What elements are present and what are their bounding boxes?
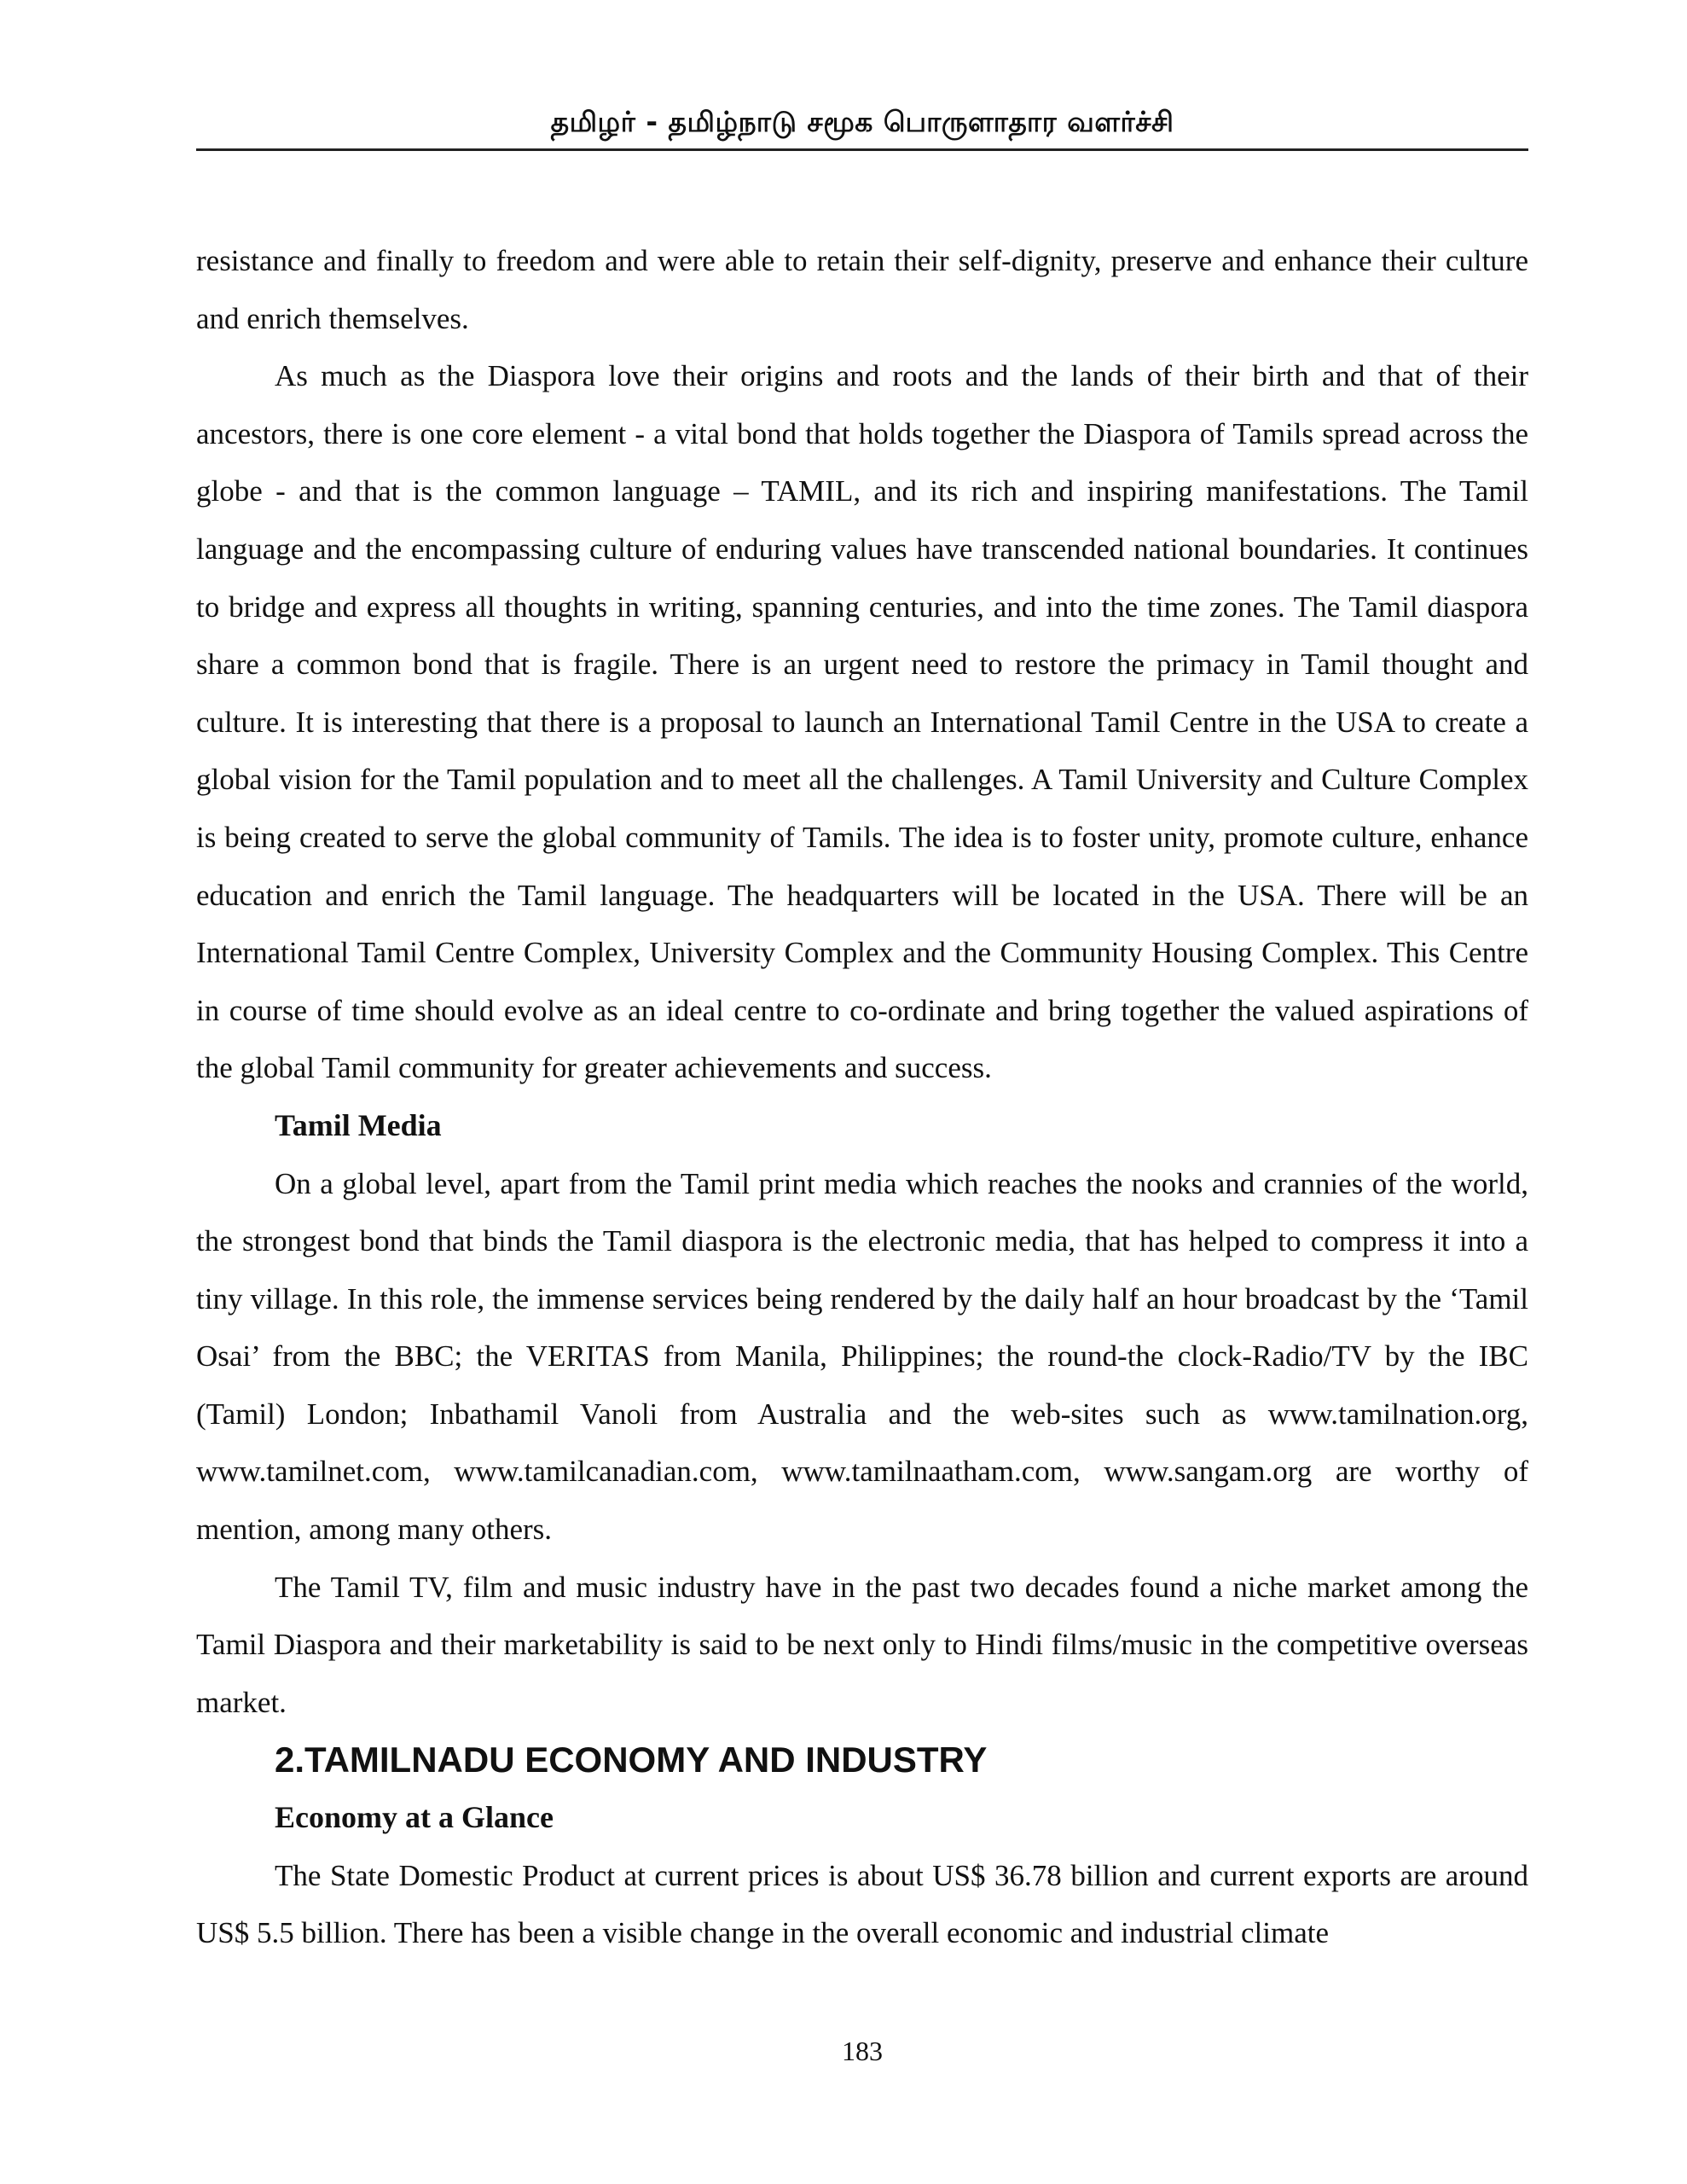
subheading-economy-glance: Economy at a Glance	[275, 1800, 554, 1835]
paragraph-film-music-industry: The Tamil TV, film and music industry have in the past two decades found a niche market among the Tamil Diaspora and their marketability is said to be next only to Hindi films/music in the competitive overseas market.	[196, 1570, 1528, 1719]
header-rule	[196, 148, 1528, 151]
paragraph-electronic-media: On a global level, apart from the Tamil print media which reaches the nooks and crannies of the world, the strongest bond that binds the Tamil diaspora is the electronic media, that has helped to compress it into a tiny village. In this role, the immense services being rendered by the daily half an hour broadcast by the ‘Tamil Osai’ from the BBC; the VERITAS from Manila, Philippines; the round-the clock-Radio/TV by the IBC (Tamil) London; Inbathamil Vanoli from Australia and the web-sites such as www.tamilnation.org, www.tamilnet.com, www.tamilcanadian.com, www.tamilnaatham.com, www.sangam.org are worthy of mention, among many others.	[196, 1166, 1528, 1547]
paragraph-diaspora-bond: As much as the Diaspora love their origins and roots and the lands of their birth and that of their ancestors, there is one core element - a vital bond that holds together the Diaspora of Tamils spread across the globe - and that is the common language – TAMIL, and its rich and inspiring manifestations. The Tamil language and the encompassing culture of enduring values have transcended national boundaries. It continues to bridge and express all thoughts in writing, spanning centuries, and into the time zones. The Tamil diaspora share a common bond that is fragile. There is an urgent need to restore the primacy in Tamil thought and culture. It is interesting that there is a proposal to launch an International Tamil Centre in the USA to create a global vision for the Tamil population and to meet all the challenges. A Tamil University and Culture Complex is being created to serve the global community of Tamils. The idea is to foster unity, promote culture, enhance education and enrich the Tamil language. The headquarters will be located in the USA. There will be an International Tamil Centre Complex, University Complex and the Community Housing Complex. This Centre in course of time should evolve as an ideal centre to co-ordinate and bring together the valued aspirations of the global Tamil community for greater achievements and success.	[196, 359, 1528, 1085]
body-text	[196, 232, 1528, 1962]
paragraph-state-domestic-product: The State Domestic Product at current prices is about US$ 36.78 billion and current exports are around US$ 5.5 billion. There has been a visible change in the overall economic and industrial climate	[196, 1858, 1528, 1950]
subheading-tamil-media: Tamil Media	[275, 1107, 442, 1142]
chapter-heading: 2.TAMILNADU ECONOMY AND INDUSTRY	[275, 1740, 988, 1780]
page-number: 183	[842, 2036, 883, 2066]
paragraph-continuation: resistance and finally to freedom and were able to retain their self-dignity, preserve and enhance their culture and enrich themselves.	[196, 244, 1528, 335]
running-header: தமிழர் - தமிழ்நாடு சமூக பொருளாதார வளர்ச்சி	[550, 105, 1174, 138]
